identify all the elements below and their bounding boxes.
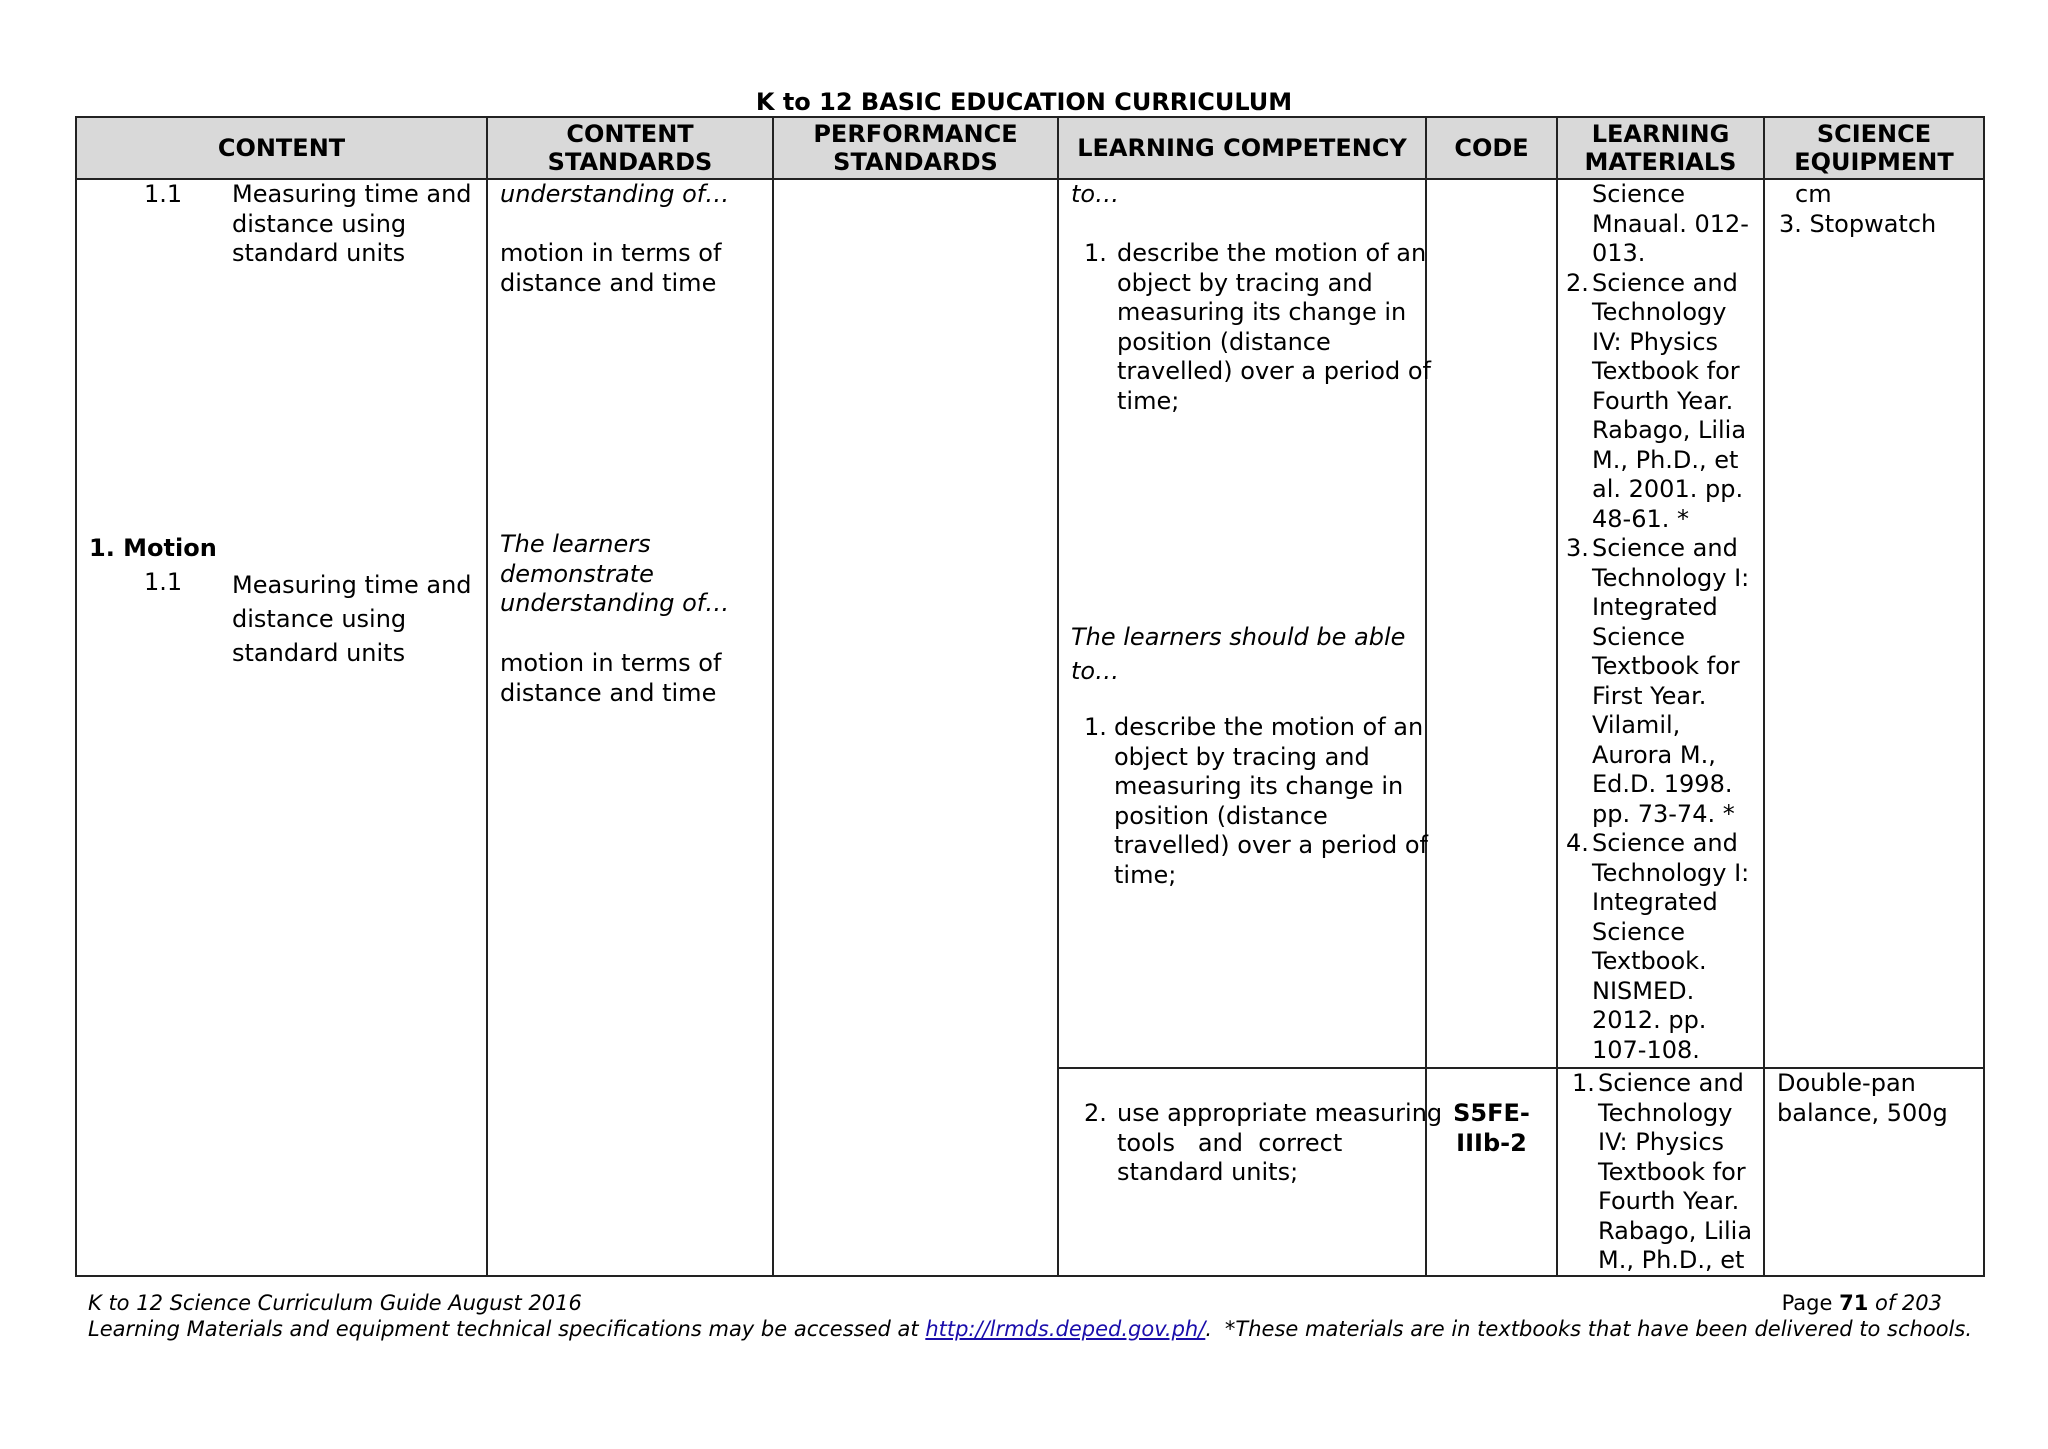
- equipment-cell-second: [1764, 1068, 1984, 1276]
- code-cell-top: [1426, 179, 1557, 1068]
- lrmds-link[interactable]: http://lrmds.deped.gov.ph/: [925, 1317, 1206, 1341]
- material-text: pp. 73-74. *: [1592, 799, 1735, 828]
- material-text: M., Ph.D., et: [1592, 445, 1739, 474]
- material-number: 1.: [1572, 1069, 1595, 1097]
- content-top-number: 1.1: [144, 180, 183, 208]
- materials-cell-second: [1557, 1068, 1764, 1276]
- material-text: Science: [1592, 180, 1686, 208]
- materials-cell-top: [1557, 179, 1764, 1068]
- material-text: 013.: [1592, 239, 1646, 267]
- materials-second-list: [1558, 1069, 1763, 1275]
- material-text: Science and: [1592, 534, 1738, 562]
- material-text: Science: [1592, 622, 1686, 651]
- material-text: 107-108.: [1592, 1035, 1700, 1064]
- header-science-equipment: SCIENCE EQUIPMENT: [1764, 117, 1984, 179]
- competency-top-italic: to…: [1071, 180, 1120, 208]
- material-text: Textbook.: [1592, 947, 1707, 975]
- material-text: Science and: [1598, 1069, 1744, 1097]
- material-number: 4.: [1566, 829, 1589, 857]
- equipment-second-text: Double-pan balance, 500g: [1777, 1069, 1948, 1127]
- header-row: [76, 117, 1984, 179]
- header-learning-materials: LEARNING MATERIALS: [1557, 117, 1764, 179]
- footer-page-number: Page 71 of 203: [1781, 1291, 1942, 1315]
- footer-access-note: Learning Materials and equipment technical specifications may be accessed at http://lrmds.deped.gov.ph/.: [88, 1317, 1212, 1341]
- material-text: First Year.: [1592, 681, 1707, 710]
- header-performance-standards: PERFORMANCE STANDARDS: [773, 117, 1058, 179]
- material-text: Aurora M.,: [1592, 740, 1716, 769]
- topic-motion: 1. Motion: [89, 534, 217, 562]
- footer-guide: K to 12 Science Curriculum Guide August 2016: [88, 1291, 582, 1315]
- material-text: 2012. pp.: [1592, 1006, 1707, 1034]
- content-cell: [76, 179, 487, 1276]
- material-text: Science: [1592, 917, 1686, 946]
- competency-top-number: 1.: [1084, 239, 1107, 267]
- content-standards-mid-text: motion in terms of distance and time: [500, 649, 722, 707]
- material-text: Science and: [1592, 268, 1738, 297]
- material-text: Textbook for: [1592, 357, 1740, 385]
- material-text: IV: Physics: [1598, 1128, 1725, 1156]
- material-text: Fourth Year.: [1592, 386, 1734, 415]
- equipment-top-unit: cm: [1795, 180, 1832, 208]
- table-row: [76, 179, 1984, 1068]
- material-number: 3.: [1566, 534, 1589, 562]
- competency-second-text: use appropriate measuring tools and correct standard units;: [1117, 1099, 1443, 1186]
- competency-code: S5FE- IIIb-2: [1453, 1099, 1530, 1157]
- competency-cell-second: [1058, 1068, 1443, 1276]
- material-text: Rabago, Lilia: [1592, 416, 1747, 444]
- material-text: M., Ph.D., et: [1598, 1246, 1745, 1274]
- material-text: Fourth Year.: [1598, 1187, 1740, 1215]
- header-code: CODE: [1426, 117, 1557, 179]
- content-mid-text: Measuring time and distance using standard units: [232, 571, 472, 667]
- equipment-stopwatch: 3. Stopwatch: [1779, 209, 1937, 238]
- content-standards-mid-italic: The learners demonstrate understanding of…: [500, 530, 730, 617]
- material-text: Technology I:: [1592, 858, 1750, 887]
- material-text: Textbook for: [1598, 1157, 1746, 1186]
- material-text: Technology I:: [1592, 563, 1750, 592]
- material-text: Integrated: [1592, 888, 1718, 916]
- header-content-standards: CONTENT STANDARDS: [487, 117, 773, 179]
- material-text: 48-61. *: [1592, 504, 1689, 533]
- content-standards-top-text: motion in terms of distance and time: [500, 239, 722, 297]
- competency-mid-text: describe the motion of an object by tracing and measuring its change in position (distance travelled) over a period of time;: [1114, 713, 1428, 889]
- curriculum-table: [75, 116, 1985, 1277]
- performance-standards-cell: [773, 179, 1058, 1276]
- equipment-cell-top: [1764, 179, 1984, 1068]
- content-mid-number: 1.1: [144, 568, 183, 596]
- competency-mid-number: 1.: [1084, 713, 1107, 741]
- material-text: Vilamil,: [1592, 711, 1681, 739]
- material-text: Science and: [1592, 829, 1738, 857]
- competency-top-text: describe the motion of an object by tracing and measuring its change in position (distance travelled) over a period of time;: [1117, 239, 1431, 415]
- content-standards-cell: [487, 179, 773, 1276]
- footer-textbook-note: *These materials are in textbooks that have been delivered to schools.: [1224, 1317, 1972, 1341]
- material-text: NISMED.: [1592, 976, 1695, 1005]
- competency-second-number: 2.: [1084, 1099, 1107, 1127]
- material-text: Mnaual. 012-: [1592, 209, 1749, 238]
- competency-mid-italic: The learners should be able to…: [1071, 623, 1406, 685]
- material-text: Technology: [1592, 298, 1727, 326]
- material-text: Technology: [1598, 1098, 1733, 1127]
- code-cell-second: [1426, 1068, 1557, 1276]
- materials-top-list: [1558, 180, 1763, 1067]
- page-title: K to 12 BASIC EDUCATION CURRICULUM: [755, 88, 1293, 116]
- header-learning-competency: LEARNING COMPETENCY: [1058, 117, 1426, 179]
- material-text: al. 2001. pp.: [1592, 475, 1744, 503]
- material-text: Textbook for: [1592, 652, 1740, 680]
- content-standards-top-italic: understanding of…: [500, 180, 730, 208]
- header-content: CONTENT: [76, 117, 487, 179]
- material-text: Integrated: [1592, 593, 1718, 621]
- material-number: 2.: [1566, 268, 1589, 297]
- content-top-text: Measuring time and distance using standard units: [232, 180, 472, 267]
- material-text: Rabago, Lilia: [1598, 1216, 1753, 1245]
- competency-cell-top: [1058, 179, 1431, 1068]
- material-text: Ed.D. 1998.: [1592, 770, 1733, 798]
- material-text: IV: Physics: [1592, 327, 1719, 356]
